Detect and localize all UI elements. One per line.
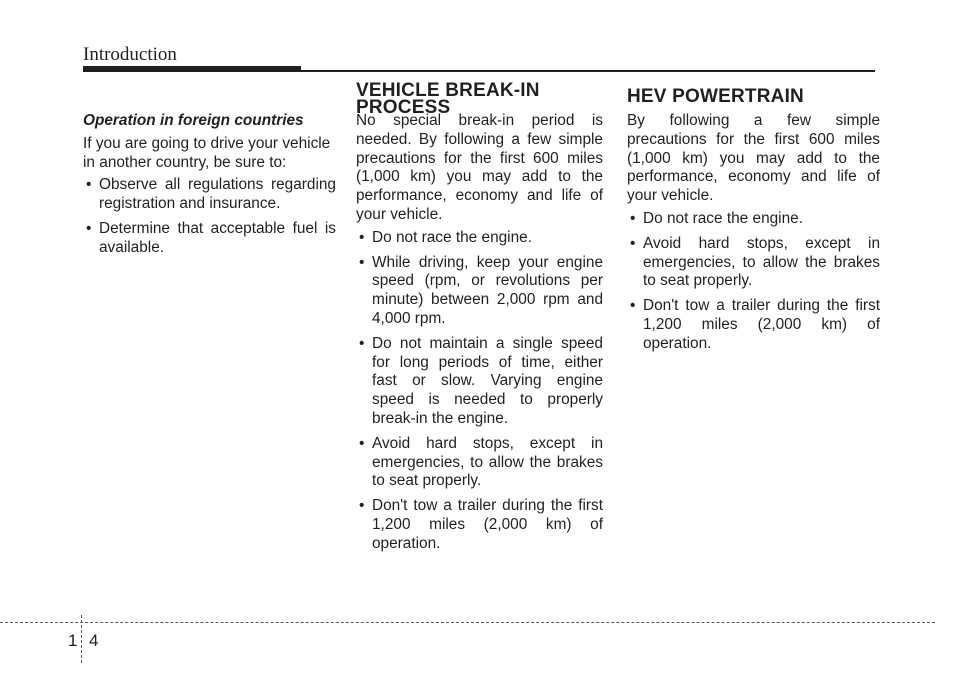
break-in-heading: VEHICLE BREAK-IN PROCESS xyxy=(356,80,540,118)
bullet-icon: • xyxy=(86,176,92,194)
foreign-countries-intro: If you are going to drive your vehicle in another country, be sure to: xyxy=(83,134,331,171)
hev-intro: By following a few simple precautions for the first 600 miles (1,000 km) you may add to the performance, economy and life of your vehicle. xyxy=(627,112,880,205)
break-in-intro: No special break-in period is needed. By following a few simple precautions for the first 600 miles (1,000 km) you may add to the performance, economy and life of your vehicle. xyxy=(356,112,603,223)
bullet-icon: • xyxy=(359,497,365,515)
bullet-icon: • xyxy=(359,228,365,246)
bullet-icon: • xyxy=(86,219,92,237)
bullet-icon: • xyxy=(630,234,636,252)
hev-powertrain-heading: HEV POWERTRAIN xyxy=(627,86,804,107)
list-item: • Avoid hard stops, except in emergencies, to allow the brakes to seat properly. xyxy=(359,434,603,490)
footer-dashed-rule xyxy=(0,622,935,623)
footer-dashed-divider xyxy=(81,615,82,663)
foreign-countries-list xyxy=(83,176,336,257)
hev-column xyxy=(627,112,880,360)
list-item: • Avoid hard stops, except in emergencies, to allow the brakes to seat properly. xyxy=(630,234,880,290)
hev-list xyxy=(627,210,880,354)
list-item: • Determine that acceptable fuel is available. xyxy=(86,219,336,256)
left-column xyxy=(83,112,336,264)
header-rule-thin xyxy=(301,70,875,72)
list-item: • While driving, keep your engine speed (rpm, or revolutions per minute) between 2,000 rpm and 4,000 rpm. xyxy=(359,253,603,327)
list-item: • Don't tow a trailer during the first 1,200 miles (2,000 km) of operation. xyxy=(359,497,603,552)
bullet-icon: • xyxy=(359,253,365,271)
list-item: • Do not race the engine. xyxy=(359,228,533,246)
header-rule-thick xyxy=(83,66,301,72)
list-item: • Observe all regulations regarding registration and insurance. xyxy=(86,176,336,213)
chapter-number: 1 xyxy=(68,631,78,650)
foreign-countries-subheading: Operation in foreign countries xyxy=(83,112,304,129)
bullet-icon: • xyxy=(359,434,365,452)
page-number: 4 xyxy=(89,631,99,650)
break-in-column xyxy=(356,112,603,560)
bullet-icon: • xyxy=(630,297,636,315)
list-item: • Don't tow a trailer during the first 1,200 miles (2,000 km) of operation. xyxy=(630,297,880,352)
bullet-icon: • xyxy=(359,334,365,352)
break-in-list xyxy=(356,229,603,554)
page-header-title: Introduction xyxy=(83,44,177,65)
list-item: • Do not race the engine. xyxy=(630,209,804,227)
bullet-icon: • xyxy=(630,209,636,227)
list-item: • Do not maintain a single speed for long periods of time, either fast or slow. Varying engine speed is needed to properly break-in the engine. xyxy=(359,334,603,427)
